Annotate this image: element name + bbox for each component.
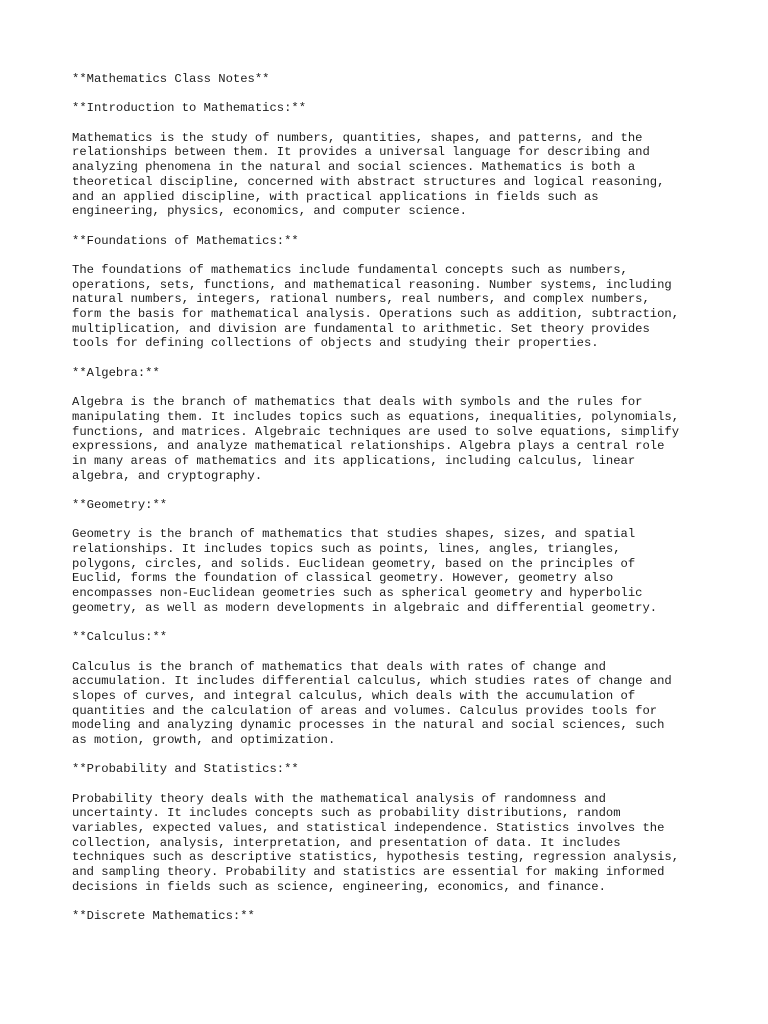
paragraph-line: geometry, as well as modern developments in algebraic and differential geometry. [72, 600, 658, 615]
paragraph-line: manipulating them. It includes topics such as equations, inequalities, polynomials, [72, 409, 680, 424]
paragraph-line: relationships. It includes topics such as points, lines, angles, triangles, [72, 542, 621, 556]
paragraph-line: modeling and analyzing dynamic processes in the natural and social sciences, such [72, 718, 665, 733]
paragraph-line: tools for defining collections of objects and studying their properties. [72, 336, 599, 351]
paragraph-line: Mathematics is the study of numbers, quantities, shapes, and patterns, and the [72, 130, 643, 145]
paragraph-line: variables, expected values, and statistical independence. Statistics involves the [72, 821, 665, 836]
paragraph-line: decisions in fields such as science, engineering, economics, and finance. [72, 879, 606, 894]
document-title: **Mathematics Class Notes** [72, 72, 270, 86]
section-heading: **Calculus:** [72, 630, 168, 645]
section-paragraph [72, 131, 712, 219]
paragraph-gap [72, 483, 712, 498]
section-heading: **Discrete Mathematics:** [72, 909, 255, 924]
paragraph-line: engineering, physics, economics, and computer science. [72, 204, 467, 219]
paragraph-line: analyzing phenomena in the natural and social sciences. Mathematics is both a [72, 160, 636, 175]
paragraph-line: The foundations of mathematics include fundamental concepts such as numbers, [72, 262, 628, 277]
paragraph-line: uncertainty. It includes concepts such as probability distributions, random [72, 806, 621, 821]
paragraph-line: in many areas of mathematics and its applications, including calculus, linear [72, 453, 636, 468]
paragraph-line: accumulation. It includes differential calculus, which studies rates of change and [72, 674, 672, 689]
section-heading: **Foundations of Mathematics:** [72, 233, 299, 248]
paragraph-line: techniques such as descriptive statistics, hypothesis testing, regression analysis, [72, 850, 680, 865]
paragraph-gap [72, 748, 712, 763]
paragraph-gap [72, 351, 712, 366]
paragraph-gap [72, 380, 712, 395]
section-paragraph [72, 263, 712, 351]
paragraph-line: algebra, and cryptography. [72, 468, 263, 483]
paragraph-gap [72, 645, 712, 660]
paragraph-line: expressions, and analyze mathematical relationships. Algebra plays a central role [72, 439, 665, 454]
paragraph-line: and an applied discipline, with practical applications in fields such as [72, 189, 599, 204]
section-paragraph [72, 395, 712, 483]
paragraph-gap [72, 248, 712, 263]
paragraph-line: Euclid, forms the foundation of classical geometry. However, geometry also [72, 571, 614, 586]
section-paragraph [72, 792, 712, 895]
paragraph-line: collection, analysis, interpretation, and presentation of data. It includes [72, 835, 621, 850]
paragraph-line: slopes of curves, and integral calculus, which deals with the accumulation of [72, 688, 636, 703]
section-paragraph [72, 660, 712, 748]
paragraph-line: Probability theory deals with the mathematical analysis of randomness and [72, 791, 606, 806]
section-heading: **Introduction to Mathematics:** [72, 101, 307, 116]
paragraph-line: multiplication, and division are fundamental to arithmetic. Set theory provides [72, 321, 650, 336]
section-paragraph [72, 527, 712, 615]
paragraph-gap [72, 895, 712, 910]
paragraph-gap [72, 87, 712, 102]
paragraph-line: as motion, growth, and optimization. [72, 732, 336, 747]
paragraph-gap [72, 777, 712, 792]
section-heading: **Probability and Statistics:** [72, 762, 299, 777]
paragraph-line: encompasses non-Euclidean geometries such as spherical geometry and hyperbolic [72, 586, 643, 601]
section-heading: **Algebra:** [72, 365, 160, 380]
paragraph-line: functions, and matrices. Algebraic techniques are used to solve equations, simplify [72, 424, 680, 439]
section-heading: **Geometry:** [72, 497, 168, 512]
paragraph-gap [72, 116, 712, 131]
paragraph-line: natural numbers, integers, rational numbers, real numbers, and complex numbers, [72, 292, 650, 307]
paragraph-line: Algebra is the branch of mathematics that deals with symbols and the rules for [72, 395, 643, 410]
document-content [72, 72, 712, 924]
paragraph-line: relationships between them. It provides a universal language for describing and [72, 145, 650, 160]
paragraph-line: polygons, circles, and solids. Euclidean geometry, based on the principles of [72, 556, 636, 571]
paragraph-line: quantities and the calculation of areas and volumes. Calculus provides tools for [72, 703, 658, 718]
paragraph-line: Geometry is the branch of mathematics that studies shapes, sizes, and spatial [72, 527, 636, 542]
paragraph-line: form the basis for mathematical analysis. Operations such as addition, subtraction, [72, 307, 680, 321]
paragraph-line: theoretical discipline, concerned with abstract structures and logical reasoning, [72, 174, 665, 189]
paragraph-gap [72, 219, 712, 234]
paragraph-line: operations, sets, functions, and mathematical reasoning. Number systems, including [72, 277, 672, 292]
paragraph-line: Calculus is the branch of mathematics that deals with rates of change and [72, 659, 606, 674]
paragraph-gap [72, 615, 712, 630]
paragraph-line: and sampling theory. Probability and statistics are essential for making informed [72, 865, 665, 880]
paragraph-gap [72, 513, 712, 528]
